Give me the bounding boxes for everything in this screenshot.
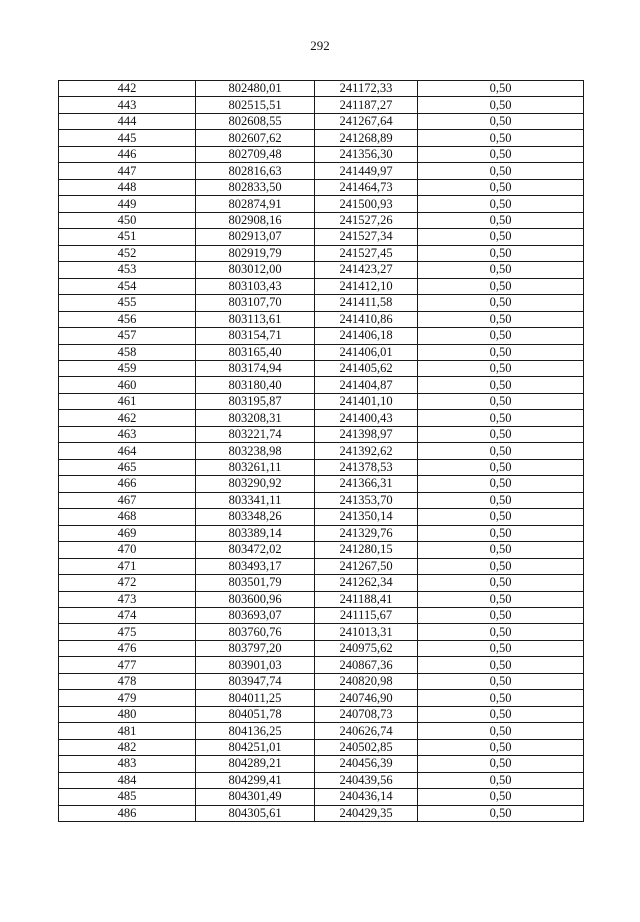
y-coordinate-cell: 241405,62 (315, 360, 418, 376)
error-value-cell: 0,50 (418, 179, 584, 195)
x-coordinate-cell: 804301,49 (196, 789, 315, 805)
error-value-cell: 0,50 (418, 608, 584, 624)
error-value-cell: 0,50 (418, 476, 584, 492)
error-value-cell: 0,50 (418, 673, 584, 689)
error-value-cell: 0,50 (418, 311, 584, 327)
point-number-cell: 458 (59, 344, 196, 360)
error-value-cell: 0,50 (418, 262, 584, 278)
error-value-cell: 0,50 (418, 278, 584, 294)
y-coordinate-cell: 241262,34 (315, 575, 418, 591)
point-number-cell: 453 (59, 262, 196, 278)
point-number-cell: 477 (59, 657, 196, 673)
x-coordinate-cell: 804136,25 (196, 723, 315, 739)
table-row (59, 443, 584, 459)
error-value-cell: 0,50 (418, 130, 584, 146)
point-number-cell: 457 (59, 328, 196, 344)
table-row (59, 492, 584, 508)
point-number-cell: 481 (59, 723, 196, 739)
error-value-cell: 0,50 (418, 591, 584, 607)
point-number-cell: 482 (59, 739, 196, 755)
point-number-cell: 444 (59, 113, 196, 129)
x-coordinate-cell: 803238,98 (196, 443, 315, 459)
error-value-cell: 0,50 (418, 756, 584, 772)
x-coordinate-cell: 803493,17 (196, 558, 315, 574)
point-number-cell: 450 (59, 212, 196, 228)
error-value-cell: 0,50 (418, 113, 584, 129)
table-row (59, 81, 584, 97)
error-value-cell: 0,50 (418, 393, 584, 409)
y-coordinate-cell: 240820,98 (315, 673, 418, 689)
y-coordinate-cell: 240867,36 (315, 657, 418, 673)
x-coordinate-cell: 803600,96 (196, 591, 315, 607)
y-coordinate-cell: 241378,53 (315, 459, 418, 475)
point-number-cell: 472 (59, 575, 196, 591)
x-coordinate-cell: 803693,07 (196, 608, 315, 624)
coordinates-table (58, 80, 584, 822)
y-coordinate-cell: 240456,39 (315, 756, 418, 772)
y-coordinate-cell: 241329,76 (315, 525, 418, 541)
y-coordinate-cell: 240626,74 (315, 723, 418, 739)
x-coordinate-cell: 803901,03 (196, 657, 315, 673)
table-row (59, 229, 584, 245)
y-coordinate-cell: 241350,14 (315, 509, 418, 525)
x-coordinate-cell: 803208,31 (196, 410, 315, 426)
point-number-cell: 443 (59, 97, 196, 113)
y-coordinate-cell: 241449,97 (315, 163, 418, 179)
y-coordinate-cell: 241400,43 (315, 410, 418, 426)
y-coordinate-cell: 241353,70 (315, 492, 418, 508)
table-row (59, 295, 584, 311)
y-coordinate-cell: 241398,97 (315, 426, 418, 442)
table-row (59, 608, 584, 624)
x-coordinate-cell: 803261,11 (196, 459, 315, 475)
x-coordinate-cell: 804251,01 (196, 739, 315, 755)
point-number-cell: 471 (59, 558, 196, 574)
error-value-cell: 0,50 (418, 789, 584, 805)
x-coordinate-cell: 803221,74 (196, 426, 315, 442)
point-number-cell: 473 (59, 591, 196, 607)
error-value-cell: 0,50 (418, 146, 584, 162)
table-row (59, 525, 584, 541)
x-coordinate-cell: 802874,91 (196, 196, 315, 212)
table-row (59, 640, 584, 656)
point-number-cell: 483 (59, 756, 196, 772)
y-coordinate-cell: 241404,87 (315, 377, 418, 393)
table-row (59, 393, 584, 409)
x-coordinate-cell: 803195,87 (196, 393, 315, 409)
point-number-cell: 475 (59, 624, 196, 640)
x-coordinate-cell: 802833,50 (196, 179, 315, 195)
y-coordinate-cell: 241172,33 (315, 81, 418, 97)
error-value-cell: 0,50 (418, 509, 584, 525)
table-row (59, 706, 584, 722)
point-number-cell: 465 (59, 459, 196, 475)
error-value-cell: 0,50 (418, 295, 584, 311)
error-value-cell: 0,50 (418, 459, 584, 475)
x-coordinate-cell: 803947,74 (196, 673, 315, 689)
table-row (59, 690, 584, 706)
table-row (59, 772, 584, 788)
error-value-cell: 0,50 (418, 640, 584, 656)
y-coordinate-cell: 241280,15 (315, 542, 418, 558)
table-row (59, 805, 584, 821)
table-row (59, 459, 584, 475)
point-number-cell: 464 (59, 443, 196, 459)
y-coordinate-cell: 240708,73 (315, 706, 418, 722)
y-coordinate-cell: 241356,30 (315, 146, 418, 162)
error-value-cell: 0,50 (418, 525, 584, 541)
error-value-cell: 0,50 (418, 81, 584, 97)
point-number-cell: 485 (59, 789, 196, 805)
x-coordinate-cell: 802919,79 (196, 245, 315, 261)
table-row (59, 756, 584, 772)
y-coordinate-cell: 241013,31 (315, 624, 418, 640)
table-row (59, 575, 584, 591)
error-value-cell: 0,50 (418, 542, 584, 558)
x-coordinate-cell: 803113,61 (196, 311, 315, 327)
y-coordinate-cell: 241267,50 (315, 558, 418, 574)
error-value-cell: 0,50 (418, 196, 584, 212)
table-row (59, 410, 584, 426)
error-value-cell: 0,50 (418, 328, 584, 344)
y-coordinate-cell: 241268,89 (315, 130, 418, 146)
x-coordinate-cell: 803760,76 (196, 624, 315, 640)
y-coordinate-cell: 241527,34 (315, 229, 418, 245)
x-coordinate-cell: 803290,92 (196, 476, 315, 492)
x-coordinate-cell: 803174,94 (196, 360, 315, 376)
point-number-cell: 467 (59, 492, 196, 508)
table-row (59, 130, 584, 146)
point-number-cell: 479 (59, 690, 196, 706)
point-number-cell: 462 (59, 410, 196, 426)
table-row (59, 558, 584, 574)
point-number-cell: 470 (59, 542, 196, 558)
y-coordinate-cell: 241527,26 (315, 212, 418, 228)
table-row (59, 311, 584, 327)
table-row (59, 328, 584, 344)
table-row (59, 360, 584, 376)
y-coordinate-cell: 240429,35 (315, 805, 418, 821)
point-number-cell: 466 (59, 476, 196, 492)
y-coordinate-cell: 241410,86 (315, 311, 418, 327)
x-coordinate-cell: 803389,14 (196, 525, 315, 541)
table-row (59, 624, 584, 640)
point-number-cell: 478 (59, 673, 196, 689)
error-value-cell: 0,50 (418, 492, 584, 508)
point-number-cell: 447 (59, 163, 196, 179)
table-row (59, 245, 584, 261)
x-coordinate-cell: 804299,41 (196, 772, 315, 788)
table-row (59, 723, 584, 739)
x-coordinate-cell: 802480,01 (196, 81, 315, 97)
point-number-cell: 459 (59, 360, 196, 376)
point-number-cell: 452 (59, 245, 196, 261)
error-value-cell: 0,50 (418, 657, 584, 673)
y-coordinate-cell: 241366,31 (315, 476, 418, 492)
error-value-cell: 0,50 (418, 575, 584, 591)
x-coordinate-cell: 802709,48 (196, 146, 315, 162)
error-value-cell: 0,50 (418, 344, 584, 360)
y-coordinate-cell: 241423,27 (315, 262, 418, 278)
y-coordinate-cell: 241392,62 (315, 443, 418, 459)
x-coordinate-cell: 803348,26 (196, 509, 315, 525)
x-coordinate-cell: 804051,78 (196, 706, 315, 722)
point-number-cell: 449 (59, 196, 196, 212)
error-value-cell: 0,50 (418, 245, 584, 261)
error-value-cell: 0,50 (418, 558, 584, 574)
x-coordinate-cell: 803165,40 (196, 344, 315, 360)
error-value-cell: 0,50 (418, 772, 584, 788)
table-row (59, 262, 584, 278)
x-coordinate-cell: 804305,61 (196, 805, 315, 821)
page-number: 292 (310, 38, 330, 53)
y-coordinate-cell: 241401,10 (315, 393, 418, 409)
point-number-cell: 448 (59, 179, 196, 195)
table-row (59, 344, 584, 360)
table-row (59, 739, 584, 755)
error-value-cell: 0,50 (418, 360, 584, 376)
table-row (59, 426, 584, 442)
error-value-cell: 0,50 (418, 229, 584, 245)
point-number-cell: 476 (59, 640, 196, 656)
error-value-cell: 0,50 (418, 624, 584, 640)
x-coordinate-cell: 803012,00 (196, 262, 315, 278)
table-row (59, 509, 584, 525)
y-coordinate-cell: 240502,85 (315, 739, 418, 755)
point-number-cell: 484 (59, 772, 196, 788)
table-row (59, 163, 584, 179)
x-coordinate-cell: 802608,55 (196, 113, 315, 129)
point-number-cell: 469 (59, 525, 196, 541)
point-number-cell: 451 (59, 229, 196, 245)
y-coordinate-cell: 240439,56 (315, 772, 418, 788)
x-coordinate-cell: 803180,40 (196, 377, 315, 393)
y-coordinate-cell: 241464,73 (315, 179, 418, 195)
y-coordinate-cell: 241527,45 (315, 245, 418, 261)
table-row (59, 146, 584, 162)
x-coordinate-cell: 803501,79 (196, 575, 315, 591)
error-value-cell: 0,50 (418, 443, 584, 459)
point-number-cell: 455 (59, 295, 196, 311)
point-number-cell: 480 (59, 706, 196, 722)
error-value-cell: 0,50 (418, 212, 584, 228)
point-number-cell: 456 (59, 311, 196, 327)
x-coordinate-cell: 803103,43 (196, 278, 315, 294)
point-number-cell: 486 (59, 805, 196, 821)
table-row (59, 179, 584, 195)
error-value-cell: 0,50 (418, 723, 584, 739)
y-coordinate-cell: 241115,67 (315, 608, 418, 624)
error-value-cell: 0,50 (418, 739, 584, 755)
table-row (59, 789, 584, 805)
y-coordinate-cell: 241187,27 (315, 97, 418, 113)
point-number-cell: 445 (59, 130, 196, 146)
point-number-cell: 442 (59, 81, 196, 97)
table-row (59, 591, 584, 607)
x-coordinate-cell: 803797,20 (196, 640, 315, 656)
point-number-cell: 454 (59, 278, 196, 294)
y-coordinate-cell: 241188,41 (315, 591, 418, 607)
x-coordinate-cell: 802607,62 (196, 130, 315, 146)
error-value-cell: 0,50 (418, 97, 584, 113)
y-coordinate-cell: 241500,93 (315, 196, 418, 212)
x-coordinate-cell: 802913,07 (196, 229, 315, 245)
x-coordinate-cell: 802908,16 (196, 212, 315, 228)
point-number-cell: 468 (59, 509, 196, 525)
error-value-cell: 0,50 (418, 410, 584, 426)
table-row (59, 377, 584, 393)
table-row (59, 673, 584, 689)
x-coordinate-cell: 803154,71 (196, 328, 315, 344)
table-row (59, 212, 584, 228)
y-coordinate-cell: 240975,62 (315, 640, 418, 656)
table-row (59, 542, 584, 558)
error-value-cell: 0,50 (418, 426, 584, 442)
y-coordinate-cell: 241267,64 (315, 113, 418, 129)
error-value-cell: 0,50 (418, 805, 584, 821)
table-row (59, 657, 584, 673)
x-coordinate-cell: 803341,11 (196, 492, 315, 508)
table-row (59, 476, 584, 492)
error-value-cell: 0,50 (418, 377, 584, 393)
y-coordinate-cell: 240436,14 (315, 789, 418, 805)
x-coordinate-cell: 804289,21 (196, 756, 315, 772)
x-coordinate-cell: 804011,25 (196, 690, 315, 706)
point-number-cell: 446 (59, 146, 196, 162)
x-coordinate-cell: 802515,51 (196, 97, 315, 113)
y-coordinate-cell: 240746,90 (315, 690, 418, 706)
table-row (59, 97, 584, 113)
error-value-cell: 0,50 (418, 690, 584, 706)
table-row (59, 278, 584, 294)
point-number-cell: 460 (59, 377, 196, 393)
x-coordinate-cell: 802816,63 (196, 163, 315, 179)
coordinates-table-body (59, 81, 584, 822)
y-coordinate-cell: 241406,18 (315, 328, 418, 344)
table-row (59, 196, 584, 212)
error-value-cell: 0,50 (418, 706, 584, 722)
point-number-cell: 474 (59, 608, 196, 624)
y-coordinate-cell: 241411,58 (315, 295, 418, 311)
point-number-cell: 461 (59, 393, 196, 409)
point-number-cell: 463 (59, 426, 196, 442)
table-row (59, 113, 584, 129)
x-coordinate-cell: 803472,02 (196, 542, 315, 558)
x-coordinate-cell: 803107,70 (196, 295, 315, 311)
error-value-cell: 0,50 (418, 163, 584, 179)
y-coordinate-cell: 241412,10 (315, 278, 418, 294)
y-coordinate-cell: 241406,01 (315, 344, 418, 360)
